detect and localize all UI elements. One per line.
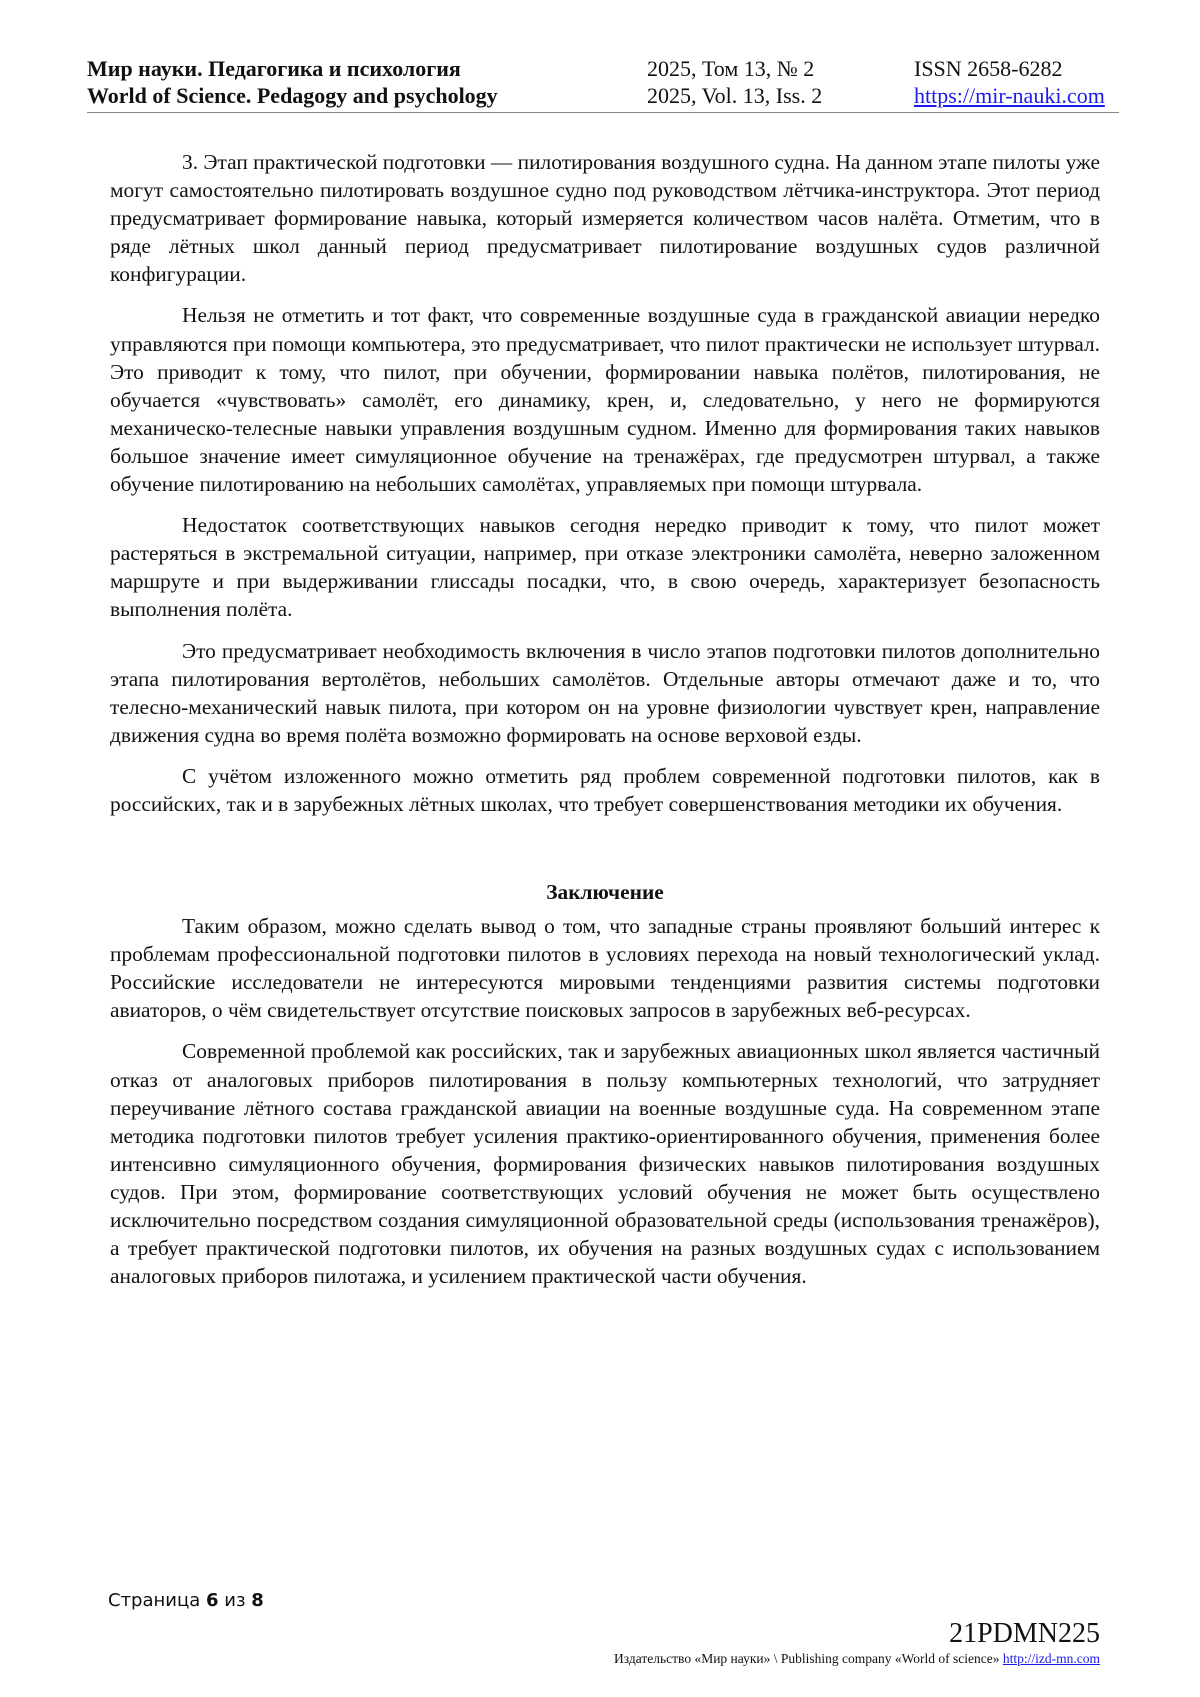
publisher-line [614,1651,1100,1667]
paragraph: Нельзя не отметить и тот факт, что современные воздушные суда в гражданской авиации нередко управляются при помощи компьютера, это предусматривает, что пилот практически не использует штурвал. Это приводит к тому, что пилот, при обучении, формировании навыка полётов, пилотирования, не обучается «чувствовать» самолёт, его динамику, крен, и, следовательно, у него не формируются механическо-телесные навыки управления воздушным судном. Именно для формирования таких навыков большое значение имеет симуляционное обучение на тренажёрах, где предусмотрен штурвал, а также обучение пилотированию на небольших самолётах, управляемых при помощи штурвала. [110,303,1100,497]
header-divider [87,112,1119,113]
paragraph: Недостаток соответствующих навыков сегодня нередко приводит к тому, что пилот может растеряться в экстремальной ситуации, например, при отказе электроники самолёта, неверно заложенном маршруте и при выдерживании глиссады посадки, что, в свою очередь, характеризует безопасность выполнения полёта. [110,513,1100,622]
journal-site-link[interactable]: https://mir-nauki.com [914,83,1105,108]
page-total: 8 [251,1590,264,1611]
journal-title-en: World of Science. Pedagogy and psychology [87,83,498,108]
paragraph: Это предусматривает необходимость включения в число этапов подготовки пилотов дополнительно этапа пилотирования вертолётов, небольших самолётов. Отдельные авторы отмечают даже и то, что телесно-механический навык пилота, при котором он на уровне физиологии чувствует крен, направление движения судна во время полёта возможно формировать на основе верховой езды. [110,638,1100,747]
page-number [108,1590,264,1611]
page-of: из [224,1590,246,1611]
journal-header [87,55,1119,113]
issue-info-en: 2025, Vol. 13, Iss. 2 [647,83,823,108]
section-heading: Заключение [546,880,664,905]
article-body [110,148,1100,1303]
paragraph: Современной проблемой как российских, так и зарубежных авиационных школ является частичный отказ от аналоговых приборов пилотирования в пользу компьютерных технологий, что затрудняет переучивание лётного состава гражданской авиации на военные воздушные суда. На современном этапе методика подготовки пилотов требует усиления практико-ориентированного обучения, применения более интенсивно симуляционного обучения, формирования физических навыков пилотирования воздушных судов. При этом, формирование соответствующих условий обучения не может быть осуществлено исключительно посредством создания симуляционной образовательной среды (использования тренажёров), а требует практической подготовки пилотов, их обучения на разных воздушных судах с использованием аналоговых приборов пилотажа, и усилением практической части обучения. [110,1039,1100,1289]
journal-title [87,55,498,109]
issn-block [914,55,1105,109]
issue-info [647,55,822,109]
paragraph: 3. Этап практической подготовки — пилотирования воздушного судна. На данном этапе пилоты уже могут самостоятельно пилотировать воздушное судно под руководством лётчика-инструктора. Этот период предусматривает формирование навыка, который измеряется количеством часов налёта. Отметим, что в ряде лётных школ данный период предусматривает пилотирование воздушных судов различной конфигурации. [110,150,1100,287]
page-current: 6 [206,1590,219,1611]
publisher-link[interactable]: http://izd-mn.com [1002,1651,1100,1666]
publisher-text: Издательство «Мир науки» \ Publishing company «World of science» [614,1651,1000,1666]
journal-title-ru: Мир науки. Педагогика и психология [87,56,461,81]
issn-number: ISSN 2658-6282 [914,56,1063,81]
page-label: Страница [108,1590,201,1611]
paragraph: С учётом изложенного можно отметить ряд проблем современной подготовки пилотов, как в российских, так и в зарубежных лётных школах, что требует совершенствования методики их обучения. [110,763,1100,816]
issue-info-ru: 2025, Том 13, № 2 [647,56,815,81]
article-code: 21PDMN225 [949,1618,1100,1649]
paragraph: Таким образом, можно сделать вывод о том, что западные страны проявляют больший интерес к проблемам профессиональной подготовки пилотов в условиях перехода на новый технологический уклад. Российские исследователи не интересуются мировыми тенденциями развития системы подготовки авиаторов, о чём свидетельствует отсутствие поисковых запросов в зарубежных веб-ресурсах. [110,914,1100,1023]
